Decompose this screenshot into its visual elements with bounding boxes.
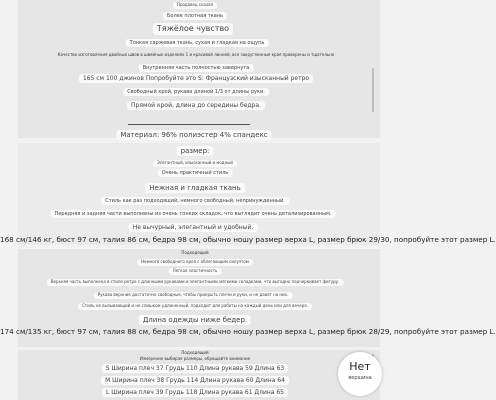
section-divider: [128, 124, 250, 125]
practical-line: Очень практичный стиль: [158, 169, 233, 177]
size-row-s: S Ширина плеч 37 Грудь 110 Длина рукава 59 Длина 63: [102, 364, 288, 373]
style-line: Стиль не вызывающий и не слишком удлиненный, подходит для работы на каждый день или для вечера.: [78, 303, 312, 310]
scrollbar-thumb[interactable]: [372, 68, 374, 112]
twill-fabric: Тонкая саржевая ткань, сухая и гладкая на ощупь: [126, 39, 269, 47]
back-to-top-label: Нет: [349, 360, 371, 373]
size-label: размер:: [177, 146, 214, 156]
back-to-top-sublabel: вершина: [348, 375, 372, 381]
size-chart-header: Подходящий: [181, 350, 209, 355]
inner-wrap: Внутренняя часть полностью завернута: [139, 64, 254, 72]
size-row-m: М Ширина плеч 38 Грудь 114 Длина рукава 60 Длина 64: [101, 376, 289, 385]
material-info: Материал: 96% полиэстер 4% спандекс: [116, 130, 271, 140]
model-measurements-2: 174 см/135 кг, бюст 97 см, талия 88 см, бедра 98 см, обычно ношу размер верха L, размер брюк 28/29, попробуйте этот размер L.: [0, 327, 496, 336]
sleeves-line: Рукава верхние достаточно свободные, чтобы прикрыть плечи и руки, и не давят на них.: [94, 292, 293, 299]
size-row-l: L Ширина плеч 39 Грудь 118 Длина рукава 61 Длина 65: [102, 388, 288, 397]
heavy-feel-heading: Тяжёлое чувство: [153, 23, 233, 35]
elasticity-line: Легкая эластичность: [169, 268, 222, 275]
cut-length: Прямой крой, длина до середины бедра.: [127, 101, 265, 110]
comfort-line: Не вычурный, элегантный и удобный.: [129, 223, 258, 232]
back-to-top-button[interactable]: [338, 352, 382, 396]
elegant-line: Элегантный, изысканный и модный: [153, 160, 237, 167]
length-line: Длина одежды ниже бедер.: [139, 315, 251, 325]
soft-fabric-heading: Нежная и гладкая ткань: [145, 183, 245, 193]
seam-quality: Качество изготовления двойных швов в швейных изделиях 1 и красивой линией, все закругленные края проверены и тщательно: [57, 52, 335, 57]
fabric-density: Более плотная ткань: [163, 12, 227, 20]
fit-description: Стиль как раз подходящий, немного свободный, непринужденный.: [101, 197, 289, 205]
fit-header: Подходящий: [181, 250, 209, 255]
size-chart-note: Измерение выбирая размеры, обращайте внимание: [139, 356, 251, 361]
cut-sleeves: Свободный крой, рукава длиной 1/3 от длины руки.: [123, 88, 269, 96]
retro-top-line: Верхняя часть выполнена в стиле ретро с длинными рукавами и элегантными мягкими складками, что выгодно подчеркивает фигуру.: [47, 279, 344, 286]
model-size: 165 см 100 джинов Попробуйте это S: Французский изысканный ретро: [79, 74, 313, 83]
seller-note: Продавец сказал: [173, 2, 217, 9]
pleats-description: Передняя и задняя части выполнены из очень тонких складок, что выглядит очень детализированным.: [51, 210, 336, 218]
model-measurements-1: 168 см/146 кг, бюст 97 см, талия 86 см, бедра 98 см, обычно ношу размер верха L, размер брюк 29/30, попробуйте этот размер L.: [0, 235, 496, 244]
loose-fit-line: Немного свободного кроя с облегающим силуэтом: [137, 259, 253, 266]
